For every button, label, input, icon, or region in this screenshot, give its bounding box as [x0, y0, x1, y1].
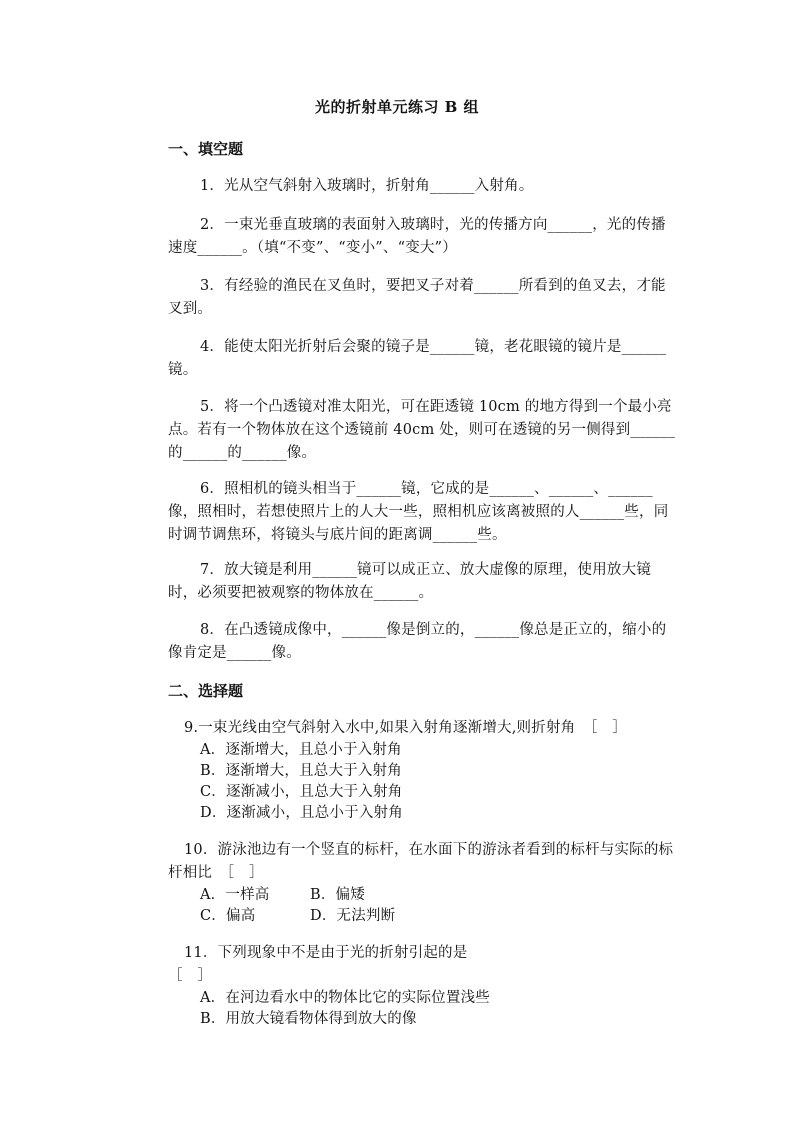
question-9-stem: 9.一束光线由空气斜射入水中,如果入射角逐渐增大,则折射角 ［ ］ — [184, 720, 627, 736]
fill-question-8: 8．在凸透镜成像中，______像是倒立的，______像总是正立的，缩小的像肯定是______像。 — [168, 622, 667, 661]
fill-question-6: 6．照相机的镜头相当于______镜，它成的是______、______、______像，照相时，若想使照片上的人大一些，照相机应该离被照的人______些，同时调节调焦环，将镜头与底片间的距离调______些。 — [168, 481, 669, 543]
question-11-option-b: B．用放大镜看物体得到放大的像 — [200, 1011, 417, 1027]
question-9-option-b: B．逐渐增大，且总大于入射角 — [200, 763, 402, 779]
question-9-option-a: A．逐渐增大，且总小于入射角 — [200, 742, 402, 758]
question-10-option-d: D．无法判断 — [310, 908, 396, 924]
question-11-bracket: ［ ］ — [168, 968, 213, 984]
choice-question-11 — [168, 942, 676, 1030]
question-10-options-row-1 — [168, 885, 676, 906]
question-10-option-c: C．偏高 — [200, 908, 256, 924]
choice-question-10 — [168, 839, 676, 927]
question-10-stem: 10．游泳池边有一个竖直的标杆，在水面下的游泳者看到的标杆与实际的标杆相比 ［ ］ — [168, 842, 674, 881]
question-10-option-b: B．偏矮 — [310, 887, 365, 903]
question-9-option-d: D．逐渐减小，且总小于入射角 — [200, 805, 403, 821]
question-10-option-a: A．一样高 — [200, 887, 270, 903]
question-9-option-c: C．逐渐减小，且总大于入射角 — [200, 784, 403, 800]
fill-question-4: 4．能使太阳光折射后会聚的镜子是______镜，老花眼镜的镜片是______镜。 — [168, 339, 667, 378]
page-title: 光的折射单元练习 B 组 — [314, 98, 480, 116]
section-fill-heading: 一、填空题 — [168, 140, 244, 158]
choice-question-9 — [168, 717, 676, 824]
fill-question-1: 1．光从空气斜射入玻璃时，折射角______入射角。 — [200, 178, 534, 194]
question-11-stem: 11．下列现象中不是由于光的折射引起的是 — [184, 945, 468, 961]
question-10-options-row-2 — [168, 906, 676, 927]
section-choice-heading: 二、选择题 — [168, 682, 244, 700]
fill-question-3: 3．有经验的渔民在叉鱼时，要把叉子对着______所看到的鱼叉去，才能叉到。 — [168, 278, 666, 317]
question-11-option-a: A．在河边看水中的物体比它的实际位置浅些 — [200, 990, 490, 1006]
fill-question-2: 2．一束光垂直玻璃的表面射入玻璃时，光的传播方向______，光的传播速度______。（填“不变”、“变小”、“变大”） — [168, 217, 666, 256]
fill-question-7: 7．放大镜是利用______镜可以成正立、放大虚像的原理，使用放大镜时，必须要把被观察的物体放在______。 — [168, 562, 652, 601]
fill-question-5: 5．将一个凸透镜对准太阳光，可在距透镜 10cm 的地方得到一个最小亮点。若有一个物体放在这个透镜前 40cm 处，则可在透镜的另一侧得到______的______的______像。 — [168, 399, 676, 461]
